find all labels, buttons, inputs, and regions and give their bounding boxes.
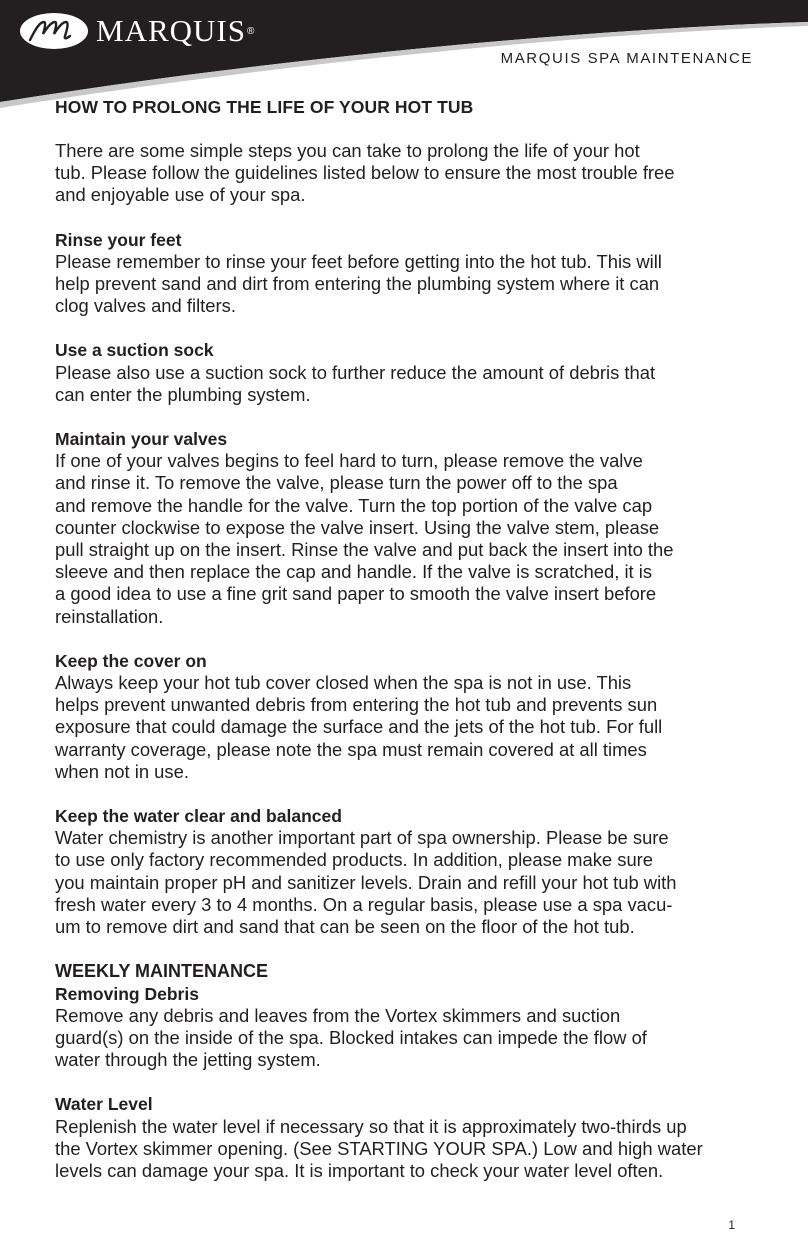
page-number: 1 (728, 1218, 735, 1232)
section-text: Water chemistry is another important part of spa ownership. Please be sure to use only factory recommended products. In addition, please make sure you maintain proper pH and sanitizer levels. Drain and refill your hot tub with fresh water every 3 to 4 months. On a regular basis, please use a spa vacu- um to remove dirt and sand that can be seen on the floor of the hot tub. (55, 827, 677, 938)
section-text: If one of your valves begins to feel hard to turn, please remove the valve and rinse it. To remove the valve, please turn the power off to the spa and remove the handle for the valve. Turn the top portion of the valve cap counter clockwise to expose the valve insert. Using the valve stem, please pull straight up on the insert. Rinse the valve and put back the insert into the sleeve and then replace the cap and handle. If the valve is scratched, it is a good idea to use a fine grit sand paper to smooth the valve insert before reinstallation. (55, 450, 674, 627)
section-text: Replenish the water level if necessary so that it is approximately two-thirds up the Vortex skimmer opening. (See STARTING YOUR SPA.) Low and high water levels can damage your spa. It is important to check your water level often. (55, 1115, 703, 1181)
section-text: Please remember to rinse your feet before getting into the hot tub. This will help prevent sand and dirt from entering the plumbing system where it can clog valves and filters. (55, 250, 662, 317)
section-use-a-suction-sock (55, 339, 765, 406)
section-removing-debris (55, 983, 765, 1072)
section-keep-the-cover-on (55, 650, 765, 783)
section-heading: Maintain your valves (55, 429, 228, 450)
section-heading: Keep the cover on (55, 650, 207, 671)
section-keep-the-water-clear (55, 805, 765, 938)
section-heading: Rinse your feet (55, 229, 182, 250)
brand-logo (18, 10, 254, 52)
section-text: Remove any debris and leaves from the Vortex skimmers and suction guard(s) on the inside of the spa. Blocked intakes can impede the flow of water through the jetting system. (55, 1004, 647, 1071)
brand-name: MARQUIS (96, 13, 246, 48)
section-heading: Use a suction sock (55, 340, 214, 361)
marquis-m-swoosh-icon (18, 10, 90, 52)
section-rinse-your-feet (55, 229, 765, 318)
section-text: Please also use a suction sock to further reduce the amount of debris that can enter the plumbing system. (55, 361, 656, 405)
section-heading: Water Level (55, 1094, 153, 1115)
intro-paragraph: There are some simple steps you can take to prolong the life of your hot tub. Please follow the guidelines listed below to ensure the most trouble free and enjoyable use of your spa. (55, 140, 675, 206)
section-label: MARQUIS SPA MAINTENANCE (500, 50, 753, 67)
document-body (55, 96, 765, 1182)
page-title: HOW TO PROLONG THE LIFE OF YOUR HOT TUB (55, 97, 474, 117)
section-water-level (55, 1093, 765, 1182)
section-text: Always keep your hot tub cover closed when the spa is not in use. This helps prevent unwanted debris from entering the hot tub and prevents sun exposure that could damage the surface and the jets of the hot tub. For full warranty coverage, please note the spa must remain covered at all times when not in use. (55, 672, 663, 782)
weekly-title: WEEKLY MAINTENANCE (55, 961, 269, 982)
weekly-maintenance (55, 960, 765, 1182)
section-heading: Removing Debris (55, 983, 199, 1004)
section-maintain-your-valves (55, 428, 765, 628)
registered-mark: ® (246, 25, 255, 37)
section-heading: Keep the water clear and balanced (55, 806, 342, 827)
